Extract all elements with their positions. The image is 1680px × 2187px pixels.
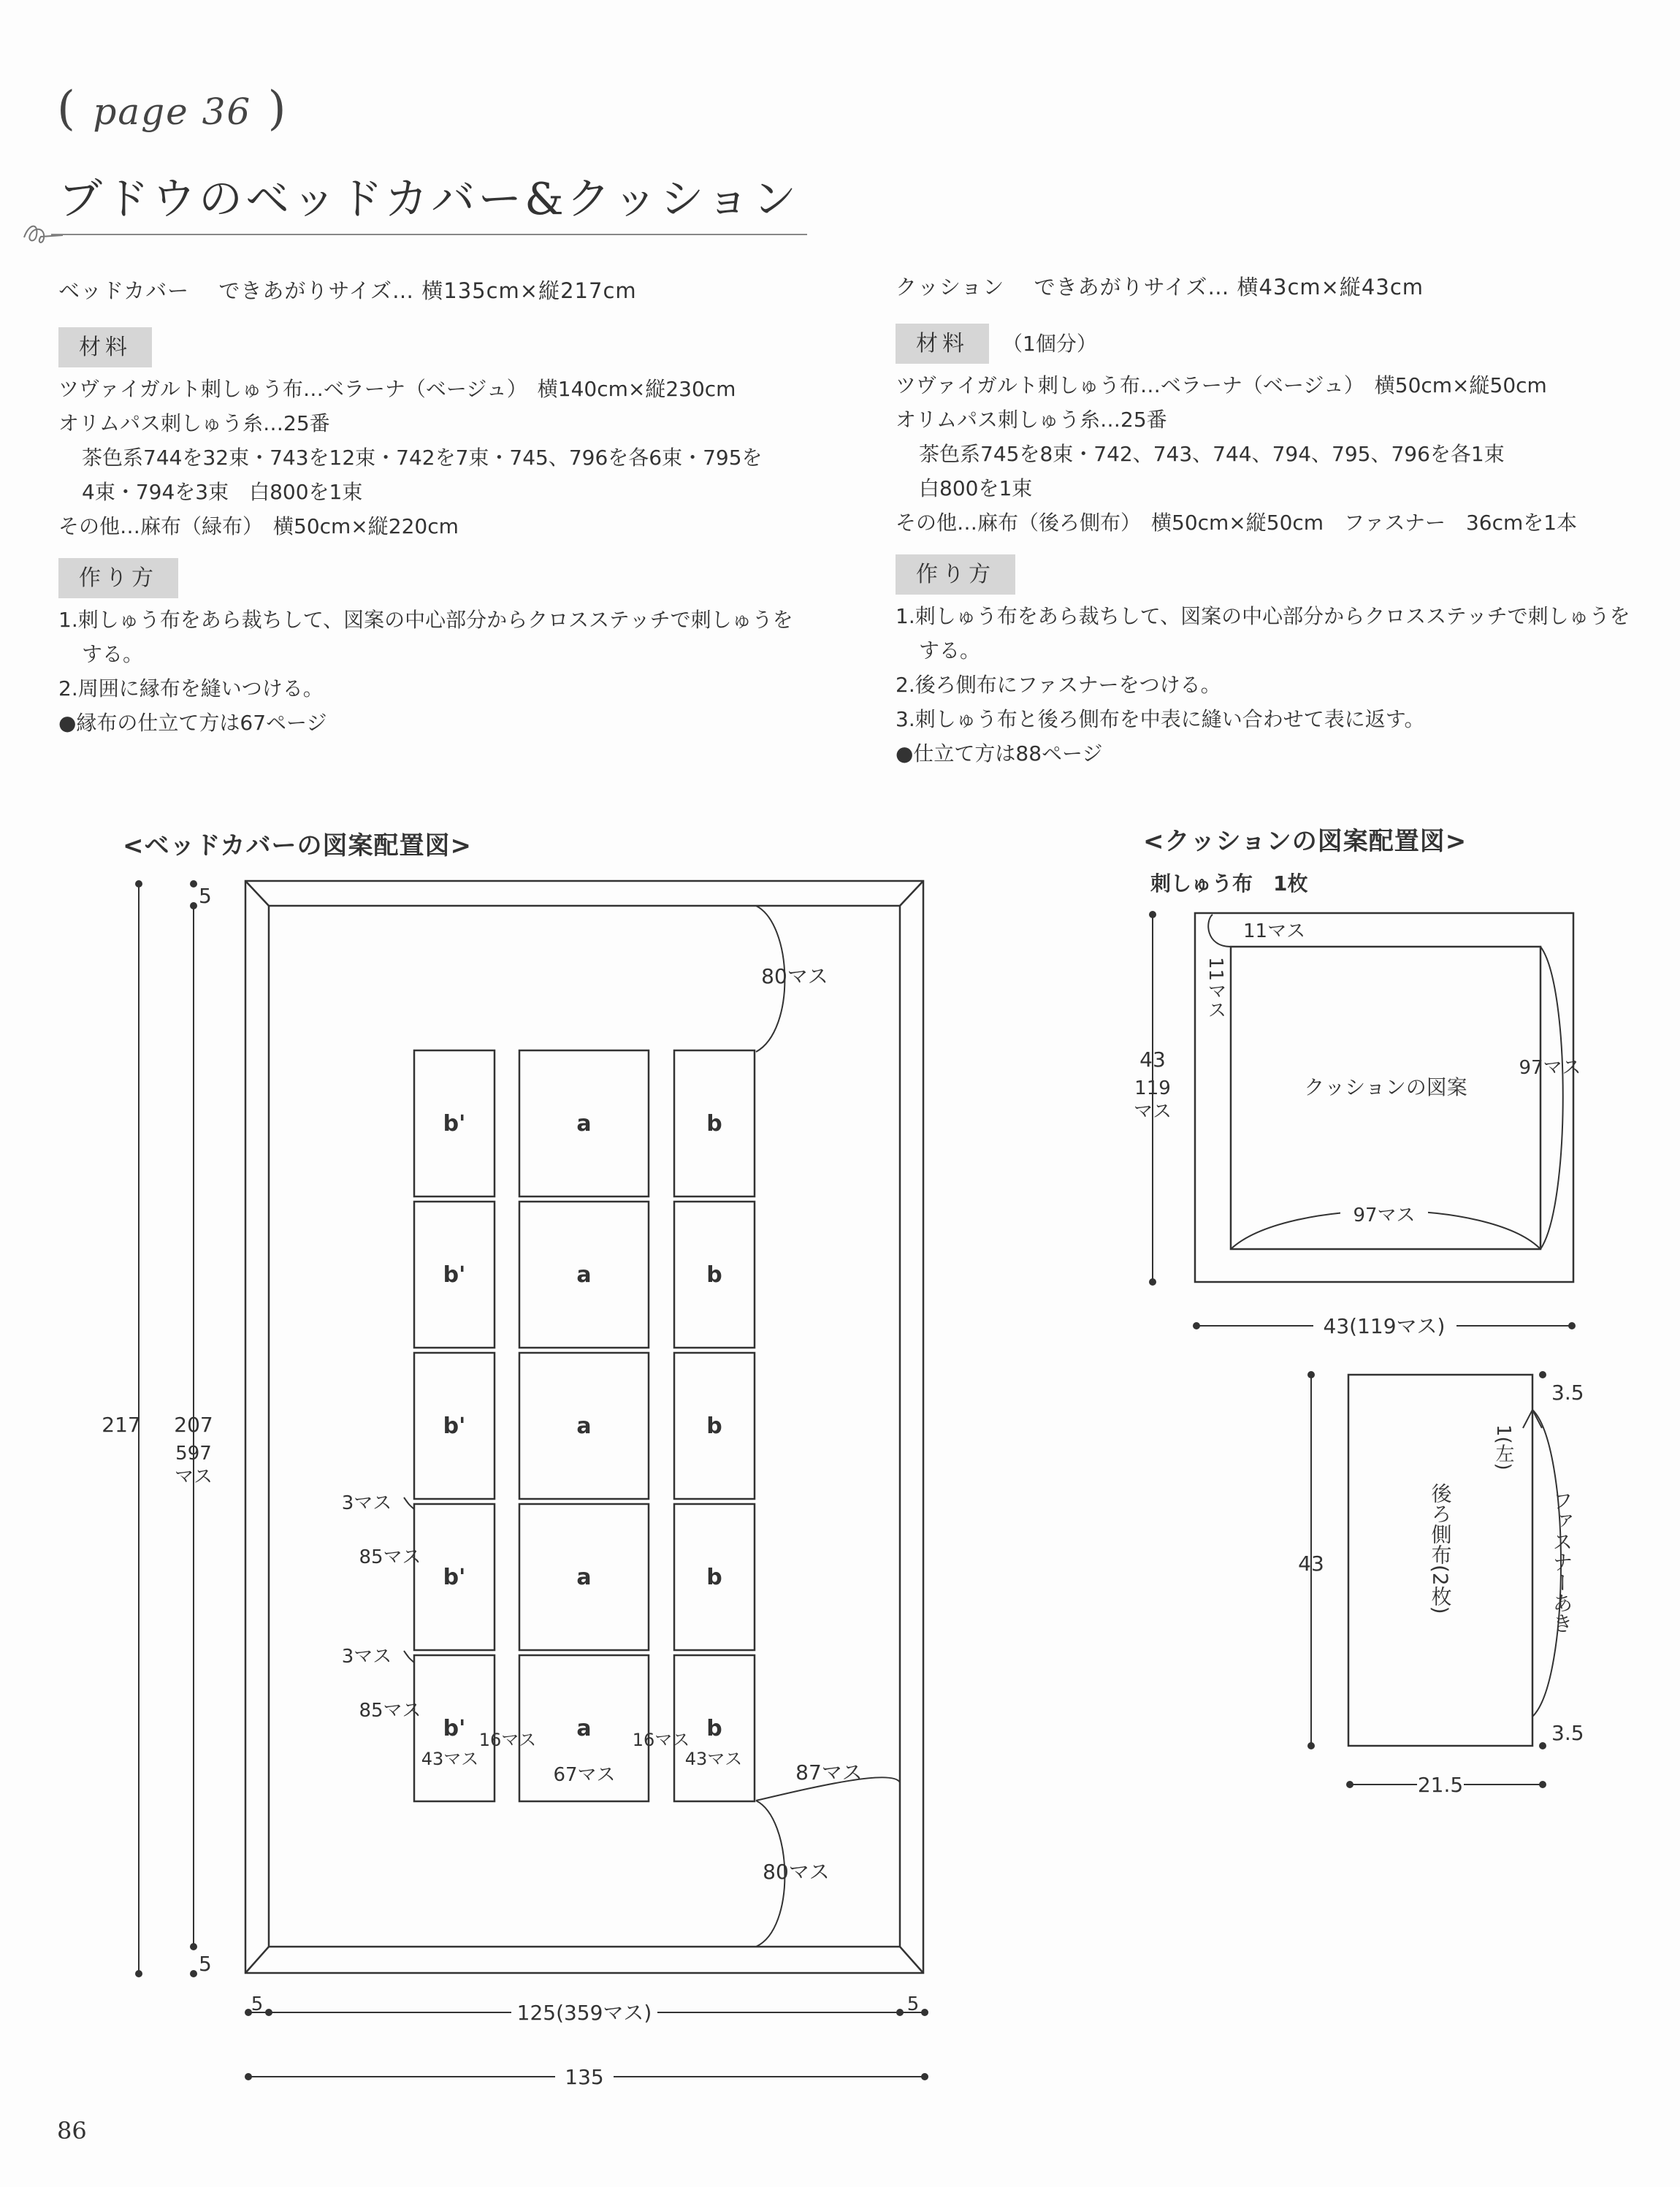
cushion-height-unit: マス <box>1133 1101 1172 1123</box>
dim-inner-height: 207 <box>174 1413 213 1437</box>
dim-width-bprime: 43マス <box>421 1749 479 1769</box>
cushion-height: 43 <box>1139 1047 1166 1072</box>
pattern-block-label: b <box>706 1413 722 1439</box>
zipper-overlap: 1(左) <box>1492 1424 1514 1470</box>
cushion-size: クッション できあがりサイズ… 横43cm×縦43cm <box>896 275 1424 299</box>
dim-right-margin: 87マス <box>795 1760 863 1785</box>
dim-border-bottom: 5 <box>199 1952 212 1976</box>
back-top-dim: 3.5 <box>1551 1381 1584 1405</box>
dim-total-width: 135 <box>565 2065 604 2089</box>
dim-col-gap-right: 16マス <box>632 1730 690 1750</box>
cushion-margin-top: 11マス <box>1243 920 1306 942</box>
dim-inner-height-unit: マス <box>174 1466 213 1488</box>
pattern-block-label: a <box>576 1262 592 1288</box>
dim-total-height: 217 <box>102 1413 141 1437</box>
method-line: 2.周囲に縁布を縫いつける。 <box>58 676 324 701</box>
pattern-block-label: a <box>576 1565 592 1590</box>
pattern-block-label: a <box>576 1716 592 1741</box>
cushion-margin-left: 11マス <box>1204 957 1226 1020</box>
material-line: その他…麻布（緑布） 横50cm×縦220cm <box>58 514 459 538</box>
dim-col-gap-left: 16マス <box>478 1730 537 1750</box>
material-line: 茶色系745を8束・742、743、744、794、795、796を各1束 <box>919 442 1505 466</box>
pattern-block-label: a <box>576 1413 592 1439</box>
cushion-method-tag: 作り方 <box>896 554 1015 595</box>
dim-border-top: 5 <box>199 884 212 908</box>
material-line: オリムパス刺しゅう糸…25番 <box>58 411 330 435</box>
bed-diagram-title: <ベッドカバーの図案配置図> <box>123 831 472 860</box>
pattern-block-label: b' <box>443 1413 466 1439</box>
cushion-pattern-label: クッションの図案 <box>1304 1075 1467 1099</box>
pattern-block-label: b' <box>443 1262 466 1288</box>
pattern-block-label: a <box>576 1111 592 1137</box>
material-line: 茶色系744を32束・743を12束・742を7束・745、796を各6束・795を <box>82 446 763 470</box>
pattern-block-label: b' <box>443 1716 466 1741</box>
cushion-diagram-subtitle: 刺しゅう布 1枚 <box>1150 871 1308 896</box>
bedcover-materials-tag: 材料 <box>58 327 152 367</box>
material-line: ツヴァイガルト刺しゅう布…ベラーナ（ベージュ） 横140cm×縦230cm <box>58 377 736 401</box>
cushion-materials-note: （1個分） <box>1002 332 1097 356</box>
bedcover-size: ベッドカバー できあがりサイズ… 横135cm×縦217cm <box>58 278 637 303</box>
cushion-width: 43(119マス) <box>1323 1314 1446 1338</box>
cushion-pattern-height: 97マス <box>1519 1057 1581 1079</box>
material-line: その他…麻布（後ろ側布） 横50cm×縦50cm ファスナー 36cmを1本 <box>896 511 1578 535</box>
dim-inner-height-sub: 597 <box>175 1443 212 1465</box>
back-width: 21.5 <box>1417 1773 1464 1797</box>
method-line: する。 <box>919 638 981 663</box>
bedcover-method-tag: 作り方 <box>58 558 178 598</box>
pattern-block-label: b' <box>443 1111 466 1137</box>
zipper-opening: ファスナーあき <box>1549 1490 1574 1633</box>
method-line: ●仕立て方は88ページ <box>896 741 1103 766</box>
cushion-height-sub: 119 <box>1134 1077 1171 1099</box>
pattern-blocks <box>414 1050 755 1801</box>
method-line: 1.刺しゅう布をあら裁ちして、図案の中心部分からクロスステッチで刺しゅうを <box>896 604 1630 628</box>
page-ref-label: page 36 <box>93 91 252 133</box>
paren-close: ) <box>267 82 288 136</box>
material-line: 白800を1束 <box>919 476 1033 500</box>
pattern-block-label: b <box>706 1565 722 1590</box>
dim-border-left: 5 <box>251 1993 264 2015</box>
dim-gap-1: 3マス <box>341 1492 392 1514</box>
pattern-block-label: b' <box>443 1565 466 1590</box>
method-line: ●縁布の仕立て方は67ページ <box>58 711 327 735</box>
method-line: 3.刺しゅう布と後ろ側布を中表に縫い合わせて表に返す。 <box>896 707 1425 731</box>
back-label: 後ろ側布(2枚) <box>1428 1483 1453 1614</box>
page-number: 86 <box>57 2117 87 2145</box>
cushion-materials-tag: 材料 <box>896 324 989 364</box>
dim-block-height-2: 85マス <box>359 1700 421 1722</box>
dim-block-height-1: 85マス <box>359 1546 421 1568</box>
cushion-pattern-width: 97マス <box>1353 1205 1416 1226</box>
method-line: する。 <box>82 642 144 666</box>
method-line: 2.後ろ側布にファスナーをつける。 <box>896 673 1221 697</box>
dim-width-a: 67マス <box>553 1764 616 1786</box>
material-line: 4束・794を3束 白800を1束 <box>82 480 363 504</box>
page-title: ブドウのベッドカバー&クッション <box>58 174 800 225</box>
back-height: 43 <box>1298 1551 1324 1576</box>
pattern-block-label: b <box>706 1262 722 1288</box>
cushion-diagram-title: <クッションの図案配置図> <box>1143 827 1467 856</box>
dim-bottom-margin: 80マス <box>763 1860 830 1884</box>
dim-width-b: 43マス <box>684 1749 743 1769</box>
paren-open: ( <box>57 82 77 136</box>
dim-inner-width: 125(359マス) <box>516 2001 652 2025</box>
back-bottom-dim: 3.5 <box>1551 1721 1584 1745</box>
material-line: ツヴァイガルト刺しゅう布…ベラーナ（ベージュ） 横50cm×縦50cm <box>896 373 1547 397</box>
pattern-block-label: b <box>706 1716 722 1741</box>
method-line: 1.刺しゅう布をあら裁ちして、図案の中心部分からクロスステッチで刺しゅうを <box>58 608 793 632</box>
dim-border-right: 5 <box>906 1993 920 2015</box>
dim-gap-2: 3マス <box>341 1646 392 1668</box>
material-line: オリムパス刺しゅう糸…25番 <box>896 408 1167 432</box>
dim-top-margin: 80マス <box>761 964 828 988</box>
pattern-block-label: b <box>706 1111 722 1137</box>
